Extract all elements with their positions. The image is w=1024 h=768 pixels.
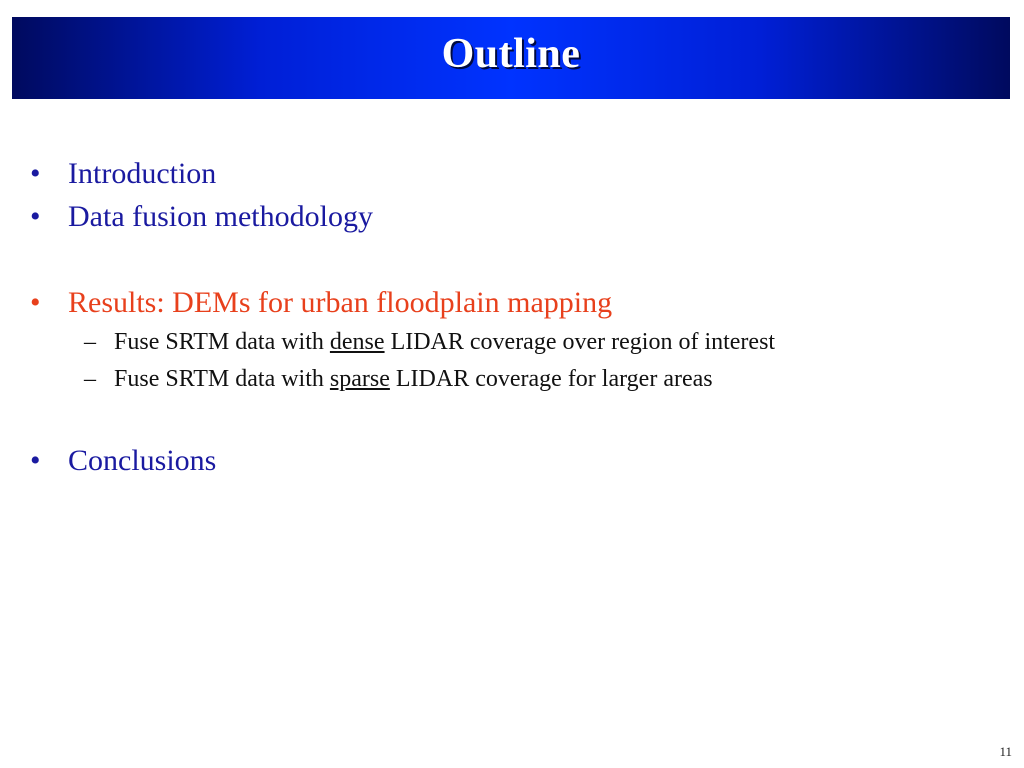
page-number: 11 [999,744,1012,759]
bullet-text: Conclusions [68,444,217,477]
sub-text-after: LIDAR coverage over region of interest [384,329,776,355]
bullet-icon: • [30,444,41,477]
sub-text-after: LIDAR coverage for larger areas [389,366,713,392]
sub-text-before: Fuse SRTM data with [114,366,330,392]
slide-title: Outline [441,31,581,77]
bullet-text: Introduction [68,157,217,190]
sub-bullet-sparse [84,365,713,393]
dash-icon: – [84,329,96,355]
bullet-data-fusion [30,200,373,234]
title-bar [12,17,1010,99]
bullet-icon: • [30,200,41,233]
sub-text-emphasis: dense [329,329,385,355]
dash-icon: – [84,366,96,392]
sub-text-before: Fuse SRTM data with [114,329,330,355]
bullet-text: Results: DEMs for urban floodplain mapping [68,286,613,319]
bullet-conclusions [30,444,216,478]
bullet-text: Data fusion methodology [68,200,373,233]
bullet-introduction [30,157,216,191]
bullet-icon: • [30,286,41,319]
bullet-icon: • [30,157,41,190]
bullet-results [30,286,612,320]
sub-bullet-dense [84,328,775,356]
sub-text-emphasis: sparse [329,366,390,392]
